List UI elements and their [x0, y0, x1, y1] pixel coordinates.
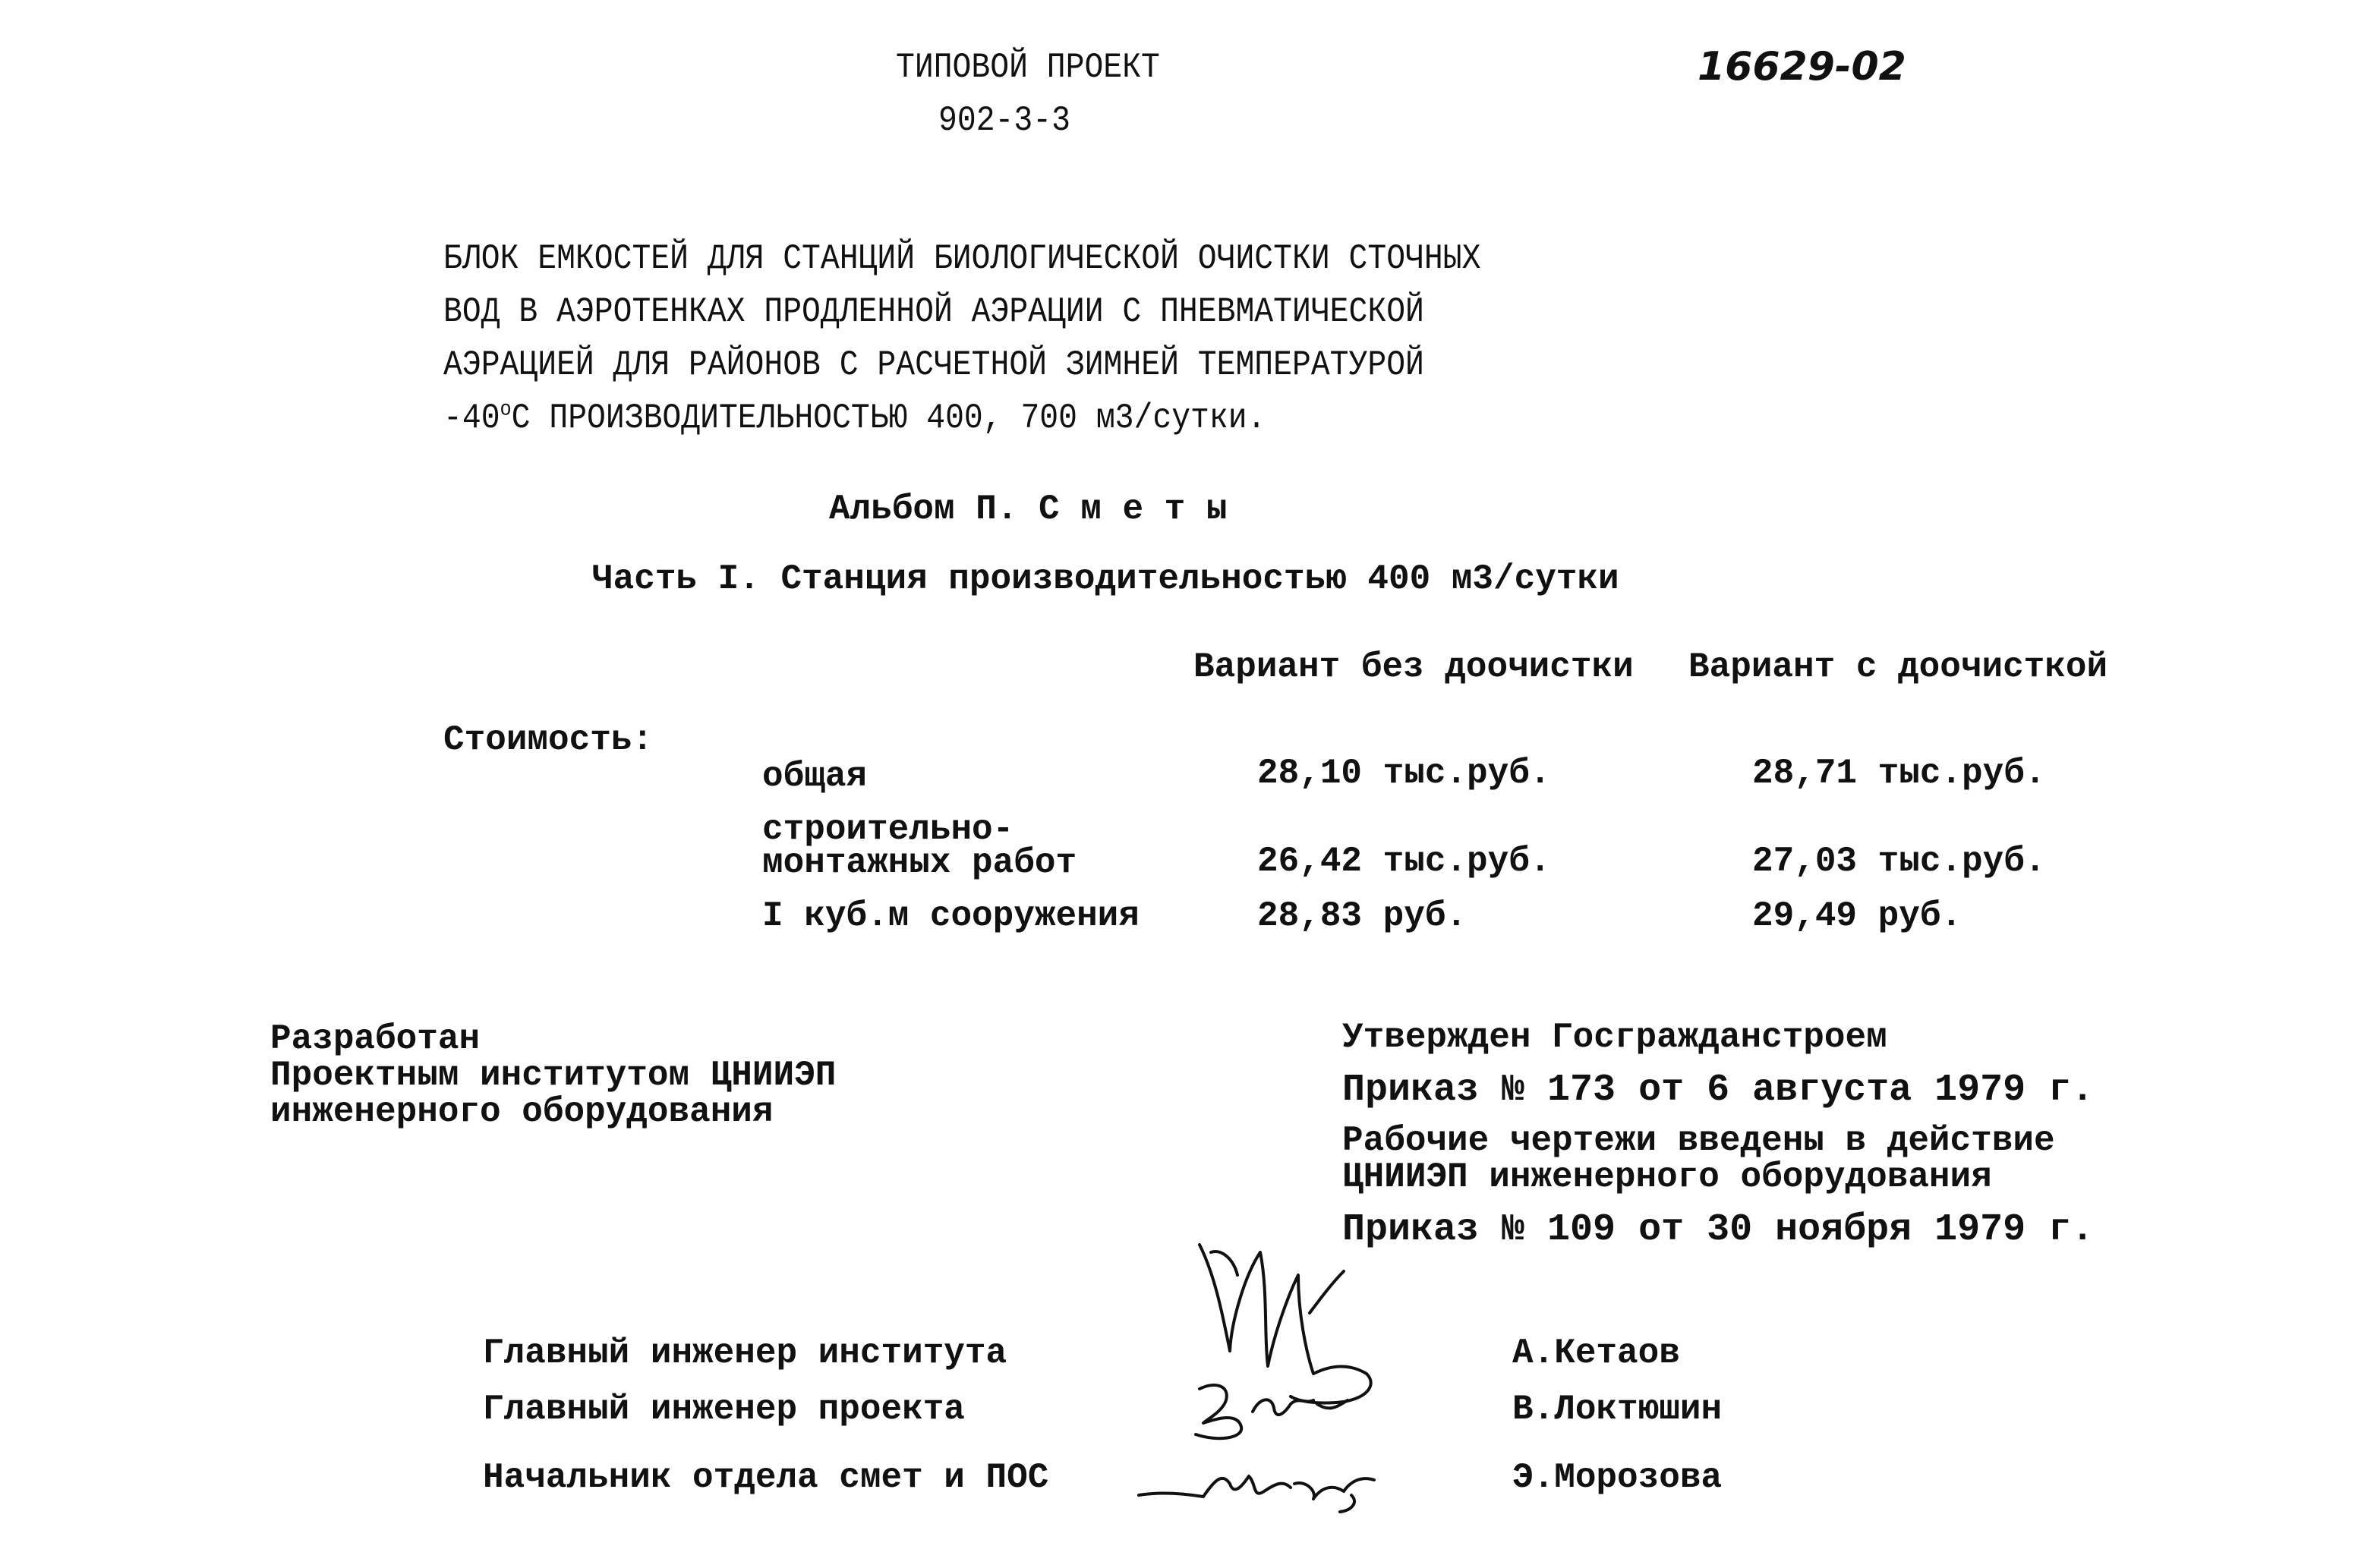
signatory-name-ketaov: А.Кетаов [1512, 1333, 1680, 1373]
signatory-name-loktyushin: В.Локтюшин [1512, 1390, 1723, 1429]
total-cost-variant-2: 28,71 тыс.руб. [1752, 754, 2046, 793]
project-type: ТИПОВОЙ ПРОЕКТ [896, 48, 1160, 87]
part-title: Часть I. Станция производительностью 400 м3/сутки [592, 559, 1619, 599]
title-line-3: АЭРАЦИЕЙ ДЛЯ РАЙОНОВ С РАСЧЕТНОЙ ЗИМНЕЙ ТЕМПЕРАТУРОЙ [443, 345, 1424, 385]
row-label-total: общая [762, 757, 868, 796]
developed-heading: Разработан [270, 1019, 481, 1059]
approved-heading: Утвержден Госгражданстроем [1342, 1018, 1887, 1057]
construction-cost-variant-1: 26,42 тыс.руб. [1257, 842, 1551, 881]
enactment-order: Приказ № 109 от 30 ноября 1979 г. [1342, 1208, 2095, 1252]
enacted-line-2: ЦНИИЭП инженерного оборудования [1342, 1157, 1992, 1197]
row-label-unit-cost: I куб.м сооружения [762, 896, 1140, 936]
column-header-without-treatment: Вариант без доочистки [1193, 647, 1634, 687]
signatory-name-morozova: Э.Морозова [1512, 1458, 1723, 1497]
row-label-construction-line-1: строительно- [762, 810, 1014, 849]
unit-cost-variant-1: 28,83 руб. [1257, 896, 1467, 936]
approval-order: Приказ № 173 от 6 августа 1979 г. [1342, 1069, 2095, 1112]
total-cost-variant-1: 28,10 тыс.руб. [1257, 754, 1551, 793]
unit-cost-variant-2: 29,49 руб. [1752, 896, 1962, 936]
cost-label: Стоимость: [443, 720, 654, 760]
project-number: 902-3-3 [938, 101, 1070, 140]
developed-line-2: инженерного оборудования [270, 1092, 774, 1132]
signature-morozova [1131, 1450, 1389, 1518]
row-label-construction-line-2: монтажных работ [762, 843, 1077, 883]
enacted-line-1: Рабочие чертежи введены в действие [1342, 1121, 2055, 1160]
album-title: Альбом П. С м е т ы [829, 490, 1228, 529]
signatory-role-chief-engineer-project: Главный инженер проекта [483, 1390, 965, 1429]
title-line-2: ВОД В АЭРОТЕНКАХ ПРОДЛЕННОЙ АЭРАЦИИ С ПНЕВМАТИЧЕСКОЙ [443, 292, 1424, 332]
title-line-1: БЛОК ЕМКОСТЕЙ ДЛЯ СТАНЦИЙ БИОЛОГИЧЕСКОЙ ОЧИСТКИ СТОЧНЫХ [443, 239, 1481, 279]
signature-loktyushin [1184, 1366, 1382, 1450]
construction-cost-variant-2: 27,03 тыс.руб. [1752, 842, 2046, 881]
signatory-role-head-estimates: Начальник отдела смет и ПОС [483, 1458, 1049, 1497]
developed-line-1: Проектным институтом ЦНИИЭП [270, 1056, 837, 1095]
signatory-role-chief-engineer-institute: Главный инженер института [483, 1333, 1007, 1373]
document-number: 16629-02 [1698, 44, 1906, 90]
title-line-4: $-40^оС$ ПРОИЗВОДИТЕЛЬНОСТЬЮ 400, 700 м3/сутки. [443, 398, 1266, 438]
column-header-with-treatment: Вариант с доочисткой [1688, 647, 2108, 687]
